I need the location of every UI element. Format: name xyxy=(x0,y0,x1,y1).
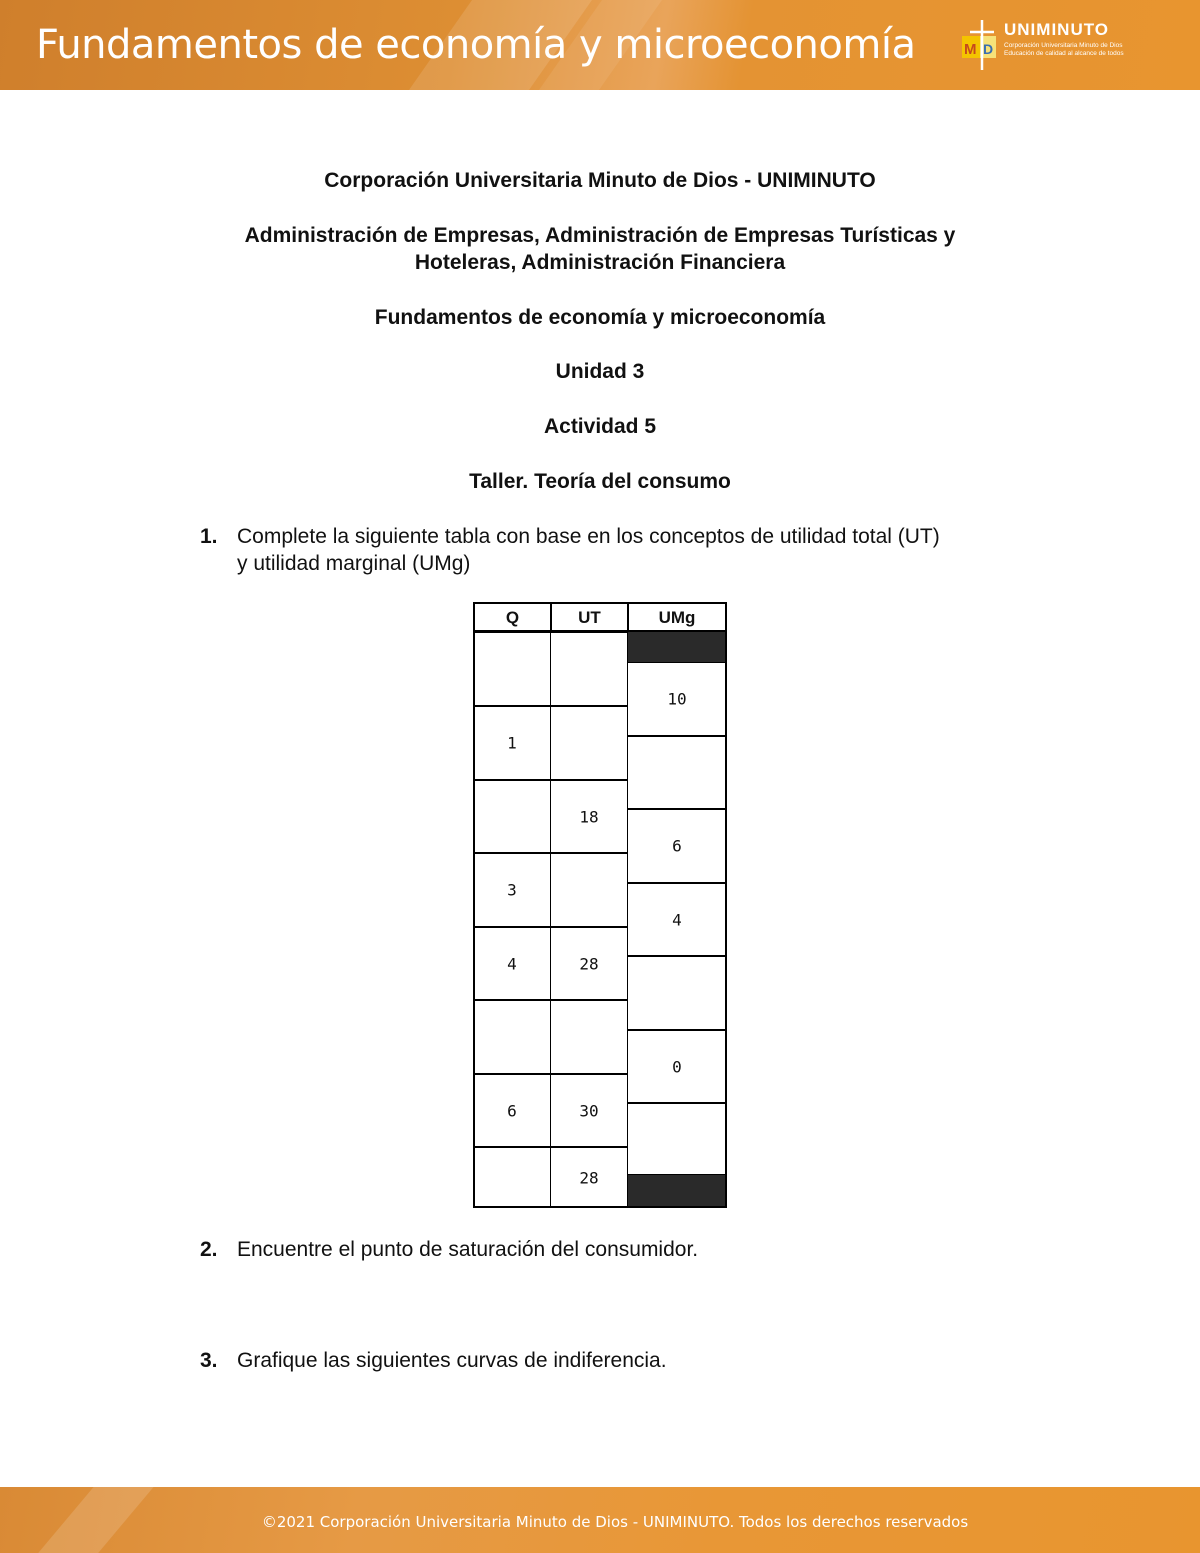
table-header-q: Q xyxy=(473,602,552,632)
svg-text:D: D xyxy=(983,41,994,57)
table-cell-q xyxy=(473,1000,551,1074)
question-number: 3. xyxy=(200,1349,218,1372)
logo-tagline: Educación de calidad al alcance de todos xyxy=(1004,50,1124,57)
question-number: 1. xyxy=(200,525,218,548)
programs-line-1: Administración de Empresas, Administración de Empresas Turísticas y xyxy=(244,224,956,247)
table-cell-ut: 28 xyxy=(550,1147,628,1208)
table-cell-q: 6 xyxy=(473,1074,551,1147)
table-cell-blank-dark xyxy=(628,632,727,662)
question-text-cont: y utilidad marginal (UMg) xyxy=(237,552,471,575)
svg-text:M: M xyxy=(964,41,977,58)
unit-title: Unidad 3 xyxy=(555,360,645,383)
uniminuto-logo xyxy=(958,16,1158,74)
table-cell-ut xyxy=(550,853,628,927)
table-cell-q: 1 xyxy=(473,706,551,780)
table-cell-umg xyxy=(627,956,727,1030)
table-cell-ut: 28 xyxy=(550,927,628,1000)
header-banner xyxy=(0,0,1200,90)
table-cell-ut: 30 xyxy=(550,1074,628,1147)
activity-title: Actividad 5 xyxy=(543,415,657,438)
table-cell-q xyxy=(473,632,551,706)
table-cell-ut: 18 xyxy=(550,780,628,853)
table-cell-ut xyxy=(550,1000,628,1074)
table-cell-q xyxy=(473,1147,551,1208)
uniminuto-logo-icon xyxy=(958,18,1002,72)
table-cell-umg: 0 xyxy=(627,1030,727,1103)
table-cell-q xyxy=(473,780,551,853)
question-number: 2. xyxy=(200,1238,218,1261)
course-title: Fundamentos de economía y microeconomía xyxy=(374,306,826,329)
header-title: Fundamentos de economía y microeconomía xyxy=(36,22,916,68)
table-cell-q: 4 xyxy=(473,927,551,1000)
utility-table xyxy=(473,602,727,1208)
question-text: Complete la siguiente tabla con base en los conceptos de utilidad total (UT) xyxy=(237,525,940,548)
table-cell-blank-dark xyxy=(628,1175,727,1208)
table-cell-q: 3 xyxy=(473,853,551,927)
question-text: Grafique las siguientes curvas de indiferencia. xyxy=(237,1349,667,1372)
question-text: Encuentre el punto de saturación del consumidor. xyxy=(237,1238,699,1261)
copyright-text: ©2021 Corporación Universitaria Minuto de Dios - UNIMINUTO. Todos los derechos reservados xyxy=(261,1513,969,1531)
workshop-title: Taller. Teoría del consumo xyxy=(469,470,731,493)
table-cell-ut xyxy=(550,632,628,706)
table-cell-ut xyxy=(550,706,628,780)
programs-line-2: Hoteleras, Administración Financiera xyxy=(414,251,786,274)
institution-title: Corporación Universitaria Minuto de Dios - UNIMINUTO xyxy=(324,169,876,192)
table-header-umg: UMg xyxy=(627,602,727,632)
table-header-ut: UT xyxy=(550,602,629,632)
footer-banner xyxy=(0,1487,1200,1553)
table-cell-umg: 6 xyxy=(627,809,727,883)
table-cell-umg xyxy=(627,1103,727,1175)
table-cell-umg: 10 xyxy=(627,662,727,736)
table-cell-umg xyxy=(627,736,727,809)
logo-subtitle: Corporación Universitaria Minuto de Dios xyxy=(1004,42,1123,49)
table-cell-umg: 4 xyxy=(627,883,727,956)
logo-name: UNIMINUTO xyxy=(1004,20,1110,39)
